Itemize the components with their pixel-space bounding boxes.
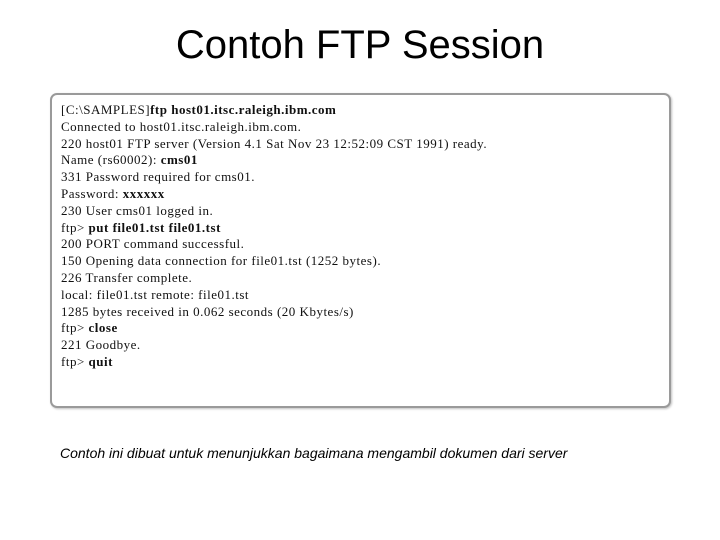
slide-title: Contoh FTP Session	[175, 23, 545, 67]
line-prompt: ftp>	[61, 219, 85, 235]
line-text: 221 Goodbye.	[61, 337, 141, 353]
line-text: quit	[84, 353, 113, 369]
line-text: 200 PORT command successful.	[61, 236, 245, 252]
session-line	[61, 186, 487, 203]
line-text: 150 Opening data connection for file01.tst (1252 bytes).	[61, 253, 382, 269]
session-line	[61, 287, 487, 304]
terminal-screenshot	[50, 93, 671, 408]
session-line	[61, 304, 487, 321]
line-text: put file01.tst file01.tst	[84, 219, 221, 235]
line-text: 226 Transfer complete.	[61, 269, 193, 285]
line-prompt: [C:\SAMPLES]	[61, 102, 151, 117]
line-text: xxxxxx	[118, 185, 165, 201]
session-line	[61, 337, 487, 354]
session-line	[61, 102, 487, 119]
line-text: ftp host01.itsc.raleigh.ibm.com	[150, 102, 337, 117]
line-text: close	[84, 320, 118, 336]
ftp-session-transcript	[61, 102, 487, 371]
session-line	[61, 119, 487, 136]
line-text: 220 host01 FTP server (Version 4.1 Sat Nov 23 12:52:09 CST 1991) ready.	[61, 135, 488, 151]
session-line	[61, 270, 487, 287]
session-line	[61, 152, 487, 169]
line-text: 1285 bytes received in 0.062 seconds (20 Kbytes/s)	[61, 303, 354, 319]
line-text: 230 User cms01 logged in.	[61, 202, 214, 218]
line-text: Connected to host01.itsc.raleigh.ibm.com.	[61, 118, 302, 134]
session-line	[61, 203, 487, 220]
session-line	[61, 169, 487, 186]
session-line	[61, 236, 487, 253]
line-prompt: Name (rs60002):	[61, 152, 157, 168]
line-text: local: file01.tst remote: file01.tst	[61, 286, 250, 302]
session-line	[61, 354, 487, 371]
line-text: cms01	[156, 152, 198, 168]
slide-caption: Contoh ini dibuat untuk menunjukkan bagaimana mengambil dokumen dari server	[60, 445, 568, 461]
line-text: 331 Password required for cms01.	[61, 169, 255, 185]
line-prompt: ftp>	[61, 353, 85, 369]
session-line	[61, 253, 487, 270]
line-prompt: ftp>	[61, 320, 85, 336]
session-line	[61, 320, 487, 337]
line-prompt: Password:	[61, 185, 119, 201]
session-line	[61, 220, 487, 237]
session-line	[61, 136, 487, 153]
